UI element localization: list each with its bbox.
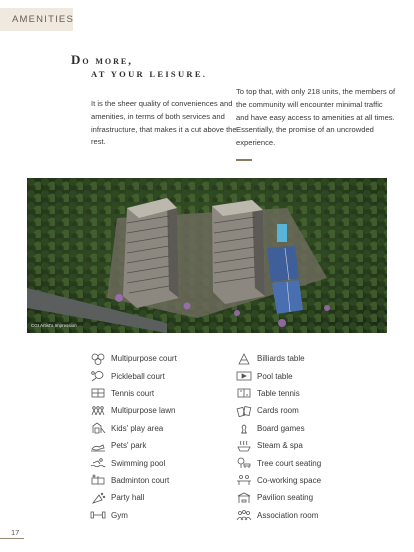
amenity-label: Tree court seating: [257, 458, 322, 468]
heading-rest: o more,: [82, 55, 133, 67]
coworking-icon: [236, 474, 252, 486]
table-tennis-icon: [236, 387, 252, 399]
page-number: 17: [11, 528, 20, 537]
multipurpose-court-icon: [90, 353, 106, 365]
page-number-underline: [0, 538, 24, 539]
amenity-item: [90, 402, 177, 419]
pavilion-icon: [236, 492, 252, 504]
amenity-label: Billiards table: [257, 354, 305, 364]
amenity-label: Pickleball court: [111, 371, 165, 381]
intro-paragraph-right: To top that, with only 218 units, the members of the community will encounter minimal traffic and have easy access to amenities at all times. Essentially, the promise of an uncrowded experience.: [236, 87, 396, 148]
amenity-label: Steam & spa: [257, 441, 303, 451]
amenity-label: Party hall: [111, 493, 145, 503]
amenity-label: Multipurpose court: [111, 354, 177, 364]
amenity-label: Table tennis: [257, 388, 300, 398]
amenity-item: [90, 385, 177, 402]
amenity-label: Swimming pool: [111, 458, 166, 468]
tree-seating-icon: [236, 457, 252, 469]
amenities-list-right: [236, 350, 321, 524]
swimming-icon: [90, 457, 106, 469]
section-label: AMENITIES: [12, 14, 75, 25]
amenity-item: [236, 420, 321, 437]
cards-icon: [236, 405, 252, 417]
amenity-label: Gym: [111, 510, 128, 520]
amenity-item: [90, 350, 177, 367]
billiards-icon: [236, 353, 252, 365]
amenity-item: [90, 507, 177, 524]
amenity-label: Co-working space: [257, 475, 322, 485]
amenity-item: [90, 437, 177, 454]
amenity-item: [90, 489, 177, 506]
badminton-icon: [90, 474, 106, 486]
amenity-item: [236, 507, 321, 524]
amenity-label: Tennis court: [111, 388, 155, 398]
amenity-item: [236, 454, 321, 471]
party-hall-icon: [90, 492, 106, 504]
aerial-rendering-image: [27, 178, 387, 333]
heading-initial: D: [71, 52, 83, 67]
amenity-label: Pets' park: [111, 441, 147, 451]
pets-park-icon: [90, 440, 106, 452]
amenity-item: [90, 420, 177, 437]
association-icon: [236, 509, 252, 521]
amenity-item: [236, 489, 321, 506]
tennis-court-icon: [90, 387, 106, 399]
amenity-label: Kids' play area: [111, 423, 164, 433]
board-games-icon: [236, 422, 252, 434]
amenity-label: Pool table: [257, 371, 293, 381]
pickleball-icon: [90, 370, 106, 382]
intro-paragraph-left: It is the sheer quality of conveniences and amenities, in terms of both services and infrastructure, that makes it a cut above the rest.: [91, 99, 237, 147]
amenity-item: [236, 367, 321, 384]
amenity-label: Pavilion seating: [257, 493, 314, 503]
pool-table-icon: [236, 370, 252, 382]
amenity-item: [236, 472, 321, 489]
amenity-label: Association room: [257, 510, 319, 520]
spa-icon: [236, 440, 252, 452]
amenities-list-left: [90, 350, 177, 524]
amenity-item: [90, 367, 177, 384]
accent-divider: [236, 159, 252, 161]
lawn-icon: [90, 405, 106, 417]
amenity-item: [236, 385, 321, 402]
amenity-label: Board games: [257, 423, 305, 433]
amenity-item: [90, 472, 177, 489]
amenity-item: [236, 350, 321, 367]
heading-line-1: [71, 52, 133, 68]
play-area-icon: [90, 422, 106, 434]
amenity-item: [90, 454, 177, 471]
amenity-label: Cards room: [257, 406, 299, 416]
amenity-item: [236, 402, 321, 419]
amenity-label: Badminton court: [111, 475, 170, 485]
dumbbell-icon: [90, 509, 106, 521]
image-caption: CGI Artist's Impression: [31, 323, 77, 328]
heading-line-2: AT YOUR LEISURE.: [91, 69, 208, 79]
amenity-item: [236, 437, 321, 454]
amenity-label: Multipurpose lawn: [111, 406, 176, 416]
